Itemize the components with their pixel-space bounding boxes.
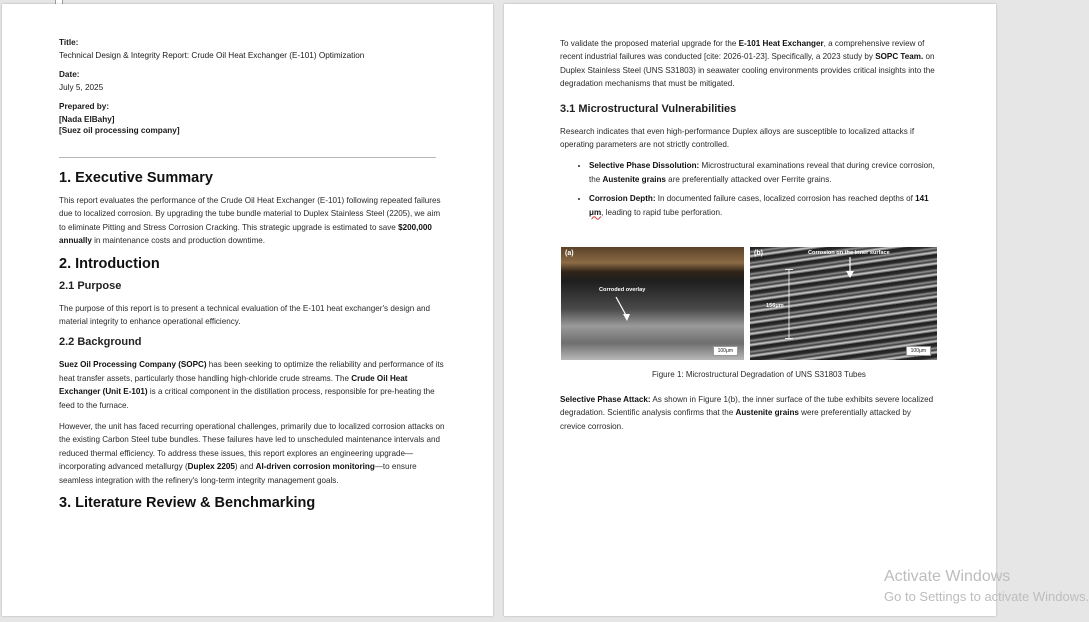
micrograph-a-tag: (a) [565, 250, 574, 258]
prepared-name: [Nada ElBahy] [59, 115, 115, 124]
executive-summary-text: This report evaluates the performance of the Crude Oil Heat Exchanger (E-101) following repeated failures due to localized corrosion. By upgrading the tube bundle material to Duplex Stainless Steel (2205), we aim to eliminate Pitting and Stress Corrosion Cracking. This strategic upgrade is estimated to save $200,000 annually in maintenance costs and production downtime. [59, 196, 441, 246]
introduction-heading: 2. Introduction [59, 255, 160, 272]
figure-caption: Figure 1: Microstructural Degradation of UNS S31803 Tubes [652, 370, 866, 380]
micrograph-b-scale: 100μm [906, 346, 931, 356]
literature-intro-text: To validate the proposed material upgrade for the E-101 Heat Exchanger, a comprehensive review of recent industrial failures was conducted [cite: 2026-01-23]. Specifically, a 2023 study by SOPC Team. on Duplex Stainless Steel (UNS S31803) in seawater cooling environments provides critical insights into the degradation mechanisms that must be mitigated. [560, 39, 935, 89]
micrograph-b-depth: 156μm [766, 303, 784, 310]
micrograph-figure [561, 247, 938, 362]
activation-watermark [884, 567, 1089, 607]
background-paragraph-1: Suez Oil Processing Company (SOPC) has been seeking to optimize the reliability and performance of its heat transfer assets, particularly those handling high-chloride crude streams. The Crude Oil Heat Exchanger (Unit E-101) is a critical component in the distillation process, responsible for pre-heating the feed to the furnace. [59, 360, 444, 410]
list-item: • Corrosion Depth: In documented failure cases, localized corrosion has reached depths of 141 μm, leading to rapid tube perforation. [589, 192, 938, 219]
date-label: Date: [59, 70, 80, 79]
executive-summary-heading: 1. Executive Summary [59, 170, 213, 186]
background-paragraph-2: However, the unit has faced recurring operational challenges, primarily due to localized corrosion attacks on the existing Carbon Steel tube bundles. These failures have led to unscheduled maintenance intervals and reduced thermal efficiency. To address these issues, this report explores an engineering upgrade—incorporating advanced metallurgy (Duplex 2205) and AI-driven corrosion monitoring—to ensure seamless integration with the refinery's long-term integrity management goals. [59, 422, 445, 485]
list-item: • Selective Phase Dissolution: Microstructural examinations reveal that during crevice corrosion, the Austenite grains are preferentially attacked over Ferrite grains. [589, 159, 938, 186]
date-value: July 5, 2025 [59, 83, 104, 92]
selective-attack-text: Selective Phase Attack: As shown in Figure 1(b), the inner surface of the tube exhibits severe localized degradation. Scientific analysis confirms that the Austenite grains were preferentially attacked by crevice corrosion. [560, 395, 934, 431]
findings-list [560, 159, 938, 219]
purpose-heading: 2.1 Purpose [59, 279, 122, 292]
background-heading: 2.2 Background [59, 336, 142, 349]
purpose-text: The purpose of this report is to present a technical evaluation of the E-101 heat exchanger's design and material integrity to enhance operational efficiency. [59, 303, 430, 327]
arrow-icon [613, 295, 633, 323]
research-text: Research indicates that even high-performance Duplex alloys are susceptible to localized attacks if operating parameters are not strictly controlled. [560, 126, 915, 150]
micrograph-a [561, 247, 744, 360]
micrograph-b-note: Corrosion on the inner surface [808, 250, 890, 257]
prepared-company: [Suez oil processing company] [59, 126, 180, 135]
depth-marker-icon [784, 269, 794, 339]
spellcheck-underline[interactable]: μm [589, 207, 602, 217]
document-page-left [2, 4, 493, 616]
watermark-line-1: Activate Windows [884, 568, 1011, 585]
section-divider [59, 157, 436, 158]
literature-review-heading: 3. Literature Review & Benchmarking [59, 495, 316, 512]
watermark-line-2: Go to Settings to activate Windows. [884, 589, 1089, 604]
prepared-label: Prepared by: [59, 102, 110, 111]
title-value: Technical Design & Integrity Report: Crude Oil Heat Exchanger (E-101) Optimization [59, 51, 365, 60]
micrograph-b [750, 247, 937, 360]
micrograph-a-note: Corroded overlay [599, 287, 646, 294]
micrograph-b-tag: (b) [754, 250, 763, 258]
microstructural-heading: 3.1 Microstructural Vulnerabilities [560, 102, 737, 115]
title-label: Title: [59, 38, 79, 47]
micrograph-a-scale: 100μm [713, 346, 738, 356]
arrow-icon [845, 257, 855, 279]
document-page-right [504, 4, 996, 616]
